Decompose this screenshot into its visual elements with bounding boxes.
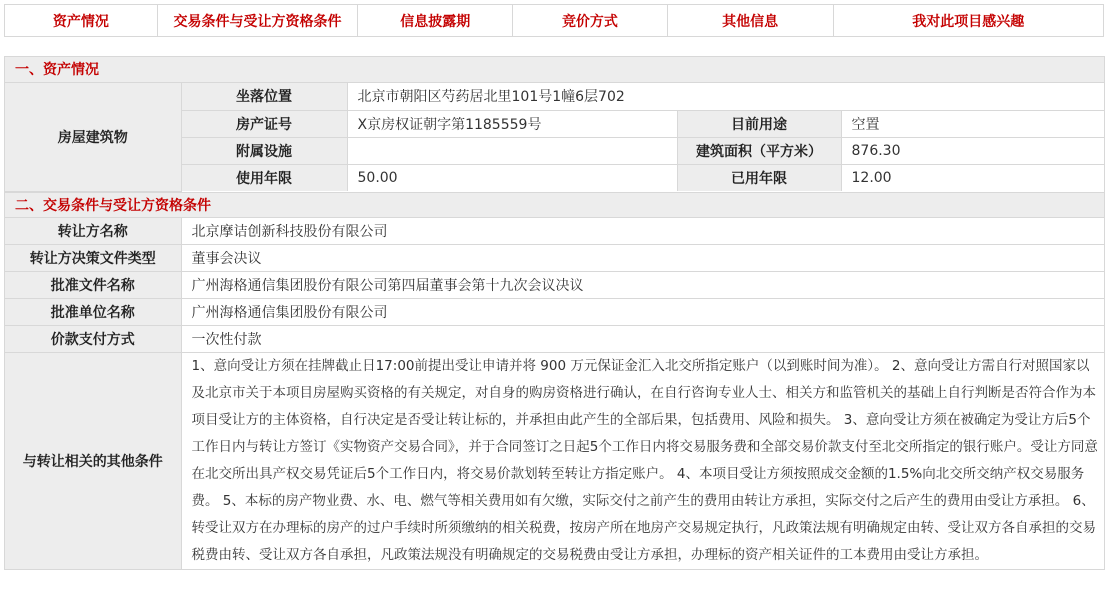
tab-bar bbox=[4, 4, 1104, 37]
cert-value: X京房权证朝字第1185559号 bbox=[347, 110, 677, 137]
tab-trade-conditions[interactable]: 交易条件与受让方资格条件 bbox=[158, 5, 359, 36]
table-row bbox=[5, 353, 1104, 570]
used-years-label: 已用年限 bbox=[677, 164, 841, 191]
table-row bbox=[5, 326, 1104, 353]
years-value: 50.00 bbox=[347, 164, 677, 191]
usage-label: 目前用途 bbox=[677, 110, 841, 137]
other-conditions-label: 与转让相关的其他条件 bbox=[5, 353, 181, 570]
approval-unit-label: 批准单位名称 bbox=[5, 299, 181, 326]
project-detail-panel bbox=[4, 56, 1105, 570]
section-trade-title: 二、交易条件与受让方资格条件 bbox=[5, 192, 1104, 218]
payment-method-label: 价款支付方式 bbox=[5, 326, 181, 353]
table-row bbox=[5, 83, 1104, 110]
building-group-label: 房屋建筑物 bbox=[5, 83, 181, 191]
section-asset-title: 一、资产情况 bbox=[5, 57, 1104, 83]
table-row bbox=[5, 218, 1104, 245]
facility-label: 附属设施 bbox=[181, 137, 347, 164]
area-label: 建筑面积（平方米） bbox=[677, 137, 841, 164]
years-label: 使用年限 bbox=[181, 164, 347, 191]
decision-type-value: 董事会决议 bbox=[181, 245, 1104, 272]
table-row bbox=[5, 299, 1104, 326]
table-row bbox=[5, 272, 1104, 299]
tab-interested[interactable]: 我对此项目感兴趣 bbox=[912, 13, 1025, 30]
table-row bbox=[5, 245, 1104, 272]
asset-table bbox=[5, 83, 1104, 192]
decision-type-label: 转让方决策文件类型 bbox=[5, 245, 181, 272]
used-years-value: 12.00 bbox=[841, 164, 1104, 191]
transferor-value: 北京摩诘创新科技股份有限公司 bbox=[181, 218, 1104, 245]
location-value: 北京市朝阳区芍药居北里101号1幢6层702 bbox=[347, 83, 1104, 110]
other-conditions-value: 1、意向受让方须在挂牌截止日17:00前提出受让申请并将 900 万元保证金汇入北交所指定账户（以到账时间为准）。 2、意向受让方需自行对照国家以及北京市关于本项目房屋购买资格的有关规定，对自身的购房资格进行确认，在自行咨询专业人士、相关方和监管机关的基础上自行判断是否符合作为本项目受让方的主体资格，自行决定是否受让转让标的，并承担由此产生的全部后果，包括费用、风险和损失。 3、意向受让方须在被确定为受让方后5个工作日内与转让方签订《实物资产交易合同》，并于合同签订之日起5个工作日内将交易服务费和全部交易价款支付至北交所指定的银行账户。受让方同意在北交所出具产权交易凭证后5个工作日内，将交易价款划转至转让方指定账户。 4、本项目受让方须按照成交金额的1.5%向北交所交纳产权交易服务费。 5、本标的房产物业费、水、电、燃气等相关费用如有欠缴，实际交付之前产生的费用由转让方承担，实际交付之后产生的费用由受让方承担。 6、转受让双方在办理标的房产的过户手续时所须缴纳的相关税费，按房产所在地房产交易规定执行，凡政策法规有明确规定由转、受让双方各自承担的交易税费由转、受让双方各自承担，凡政策法规没有明确规定的交易税费由受让方承担，办理标的资产相关证件的工本费用由受让方承担。 bbox=[181, 353, 1104, 570]
tab-other-info[interactable]: 其他信息 bbox=[668, 5, 834, 36]
tab-asset-info[interactable]: 资产情况 bbox=[5, 5, 158, 36]
usage-value: 空置 bbox=[841, 110, 1104, 137]
approval-doc-label: 批准文件名称 bbox=[5, 272, 181, 299]
trade-table bbox=[5, 218, 1104, 570]
area-value: 876.30 bbox=[841, 137, 1104, 164]
tab-disclosure-period[interactable]: 信息披露期 bbox=[358, 5, 513, 36]
transferor-label: 转让方名称 bbox=[5, 218, 181, 245]
location-label: 坐落位置 bbox=[181, 83, 347, 110]
payment-method-value: 一次性付款 bbox=[181, 326, 1104, 353]
facility-value bbox=[347, 137, 677, 164]
tab-bidding-method[interactable]: 竞价方式 bbox=[513, 5, 668, 36]
approval-unit-value: 广州海格通信集团股份有限公司 bbox=[181, 299, 1104, 326]
cert-label: 房产证号 bbox=[181, 110, 347, 137]
approval-doc-value: 广州海格通信集团股份有限公司第四届董事会第十九次会议决议 bbox=[181, 272, 1104, 299]
